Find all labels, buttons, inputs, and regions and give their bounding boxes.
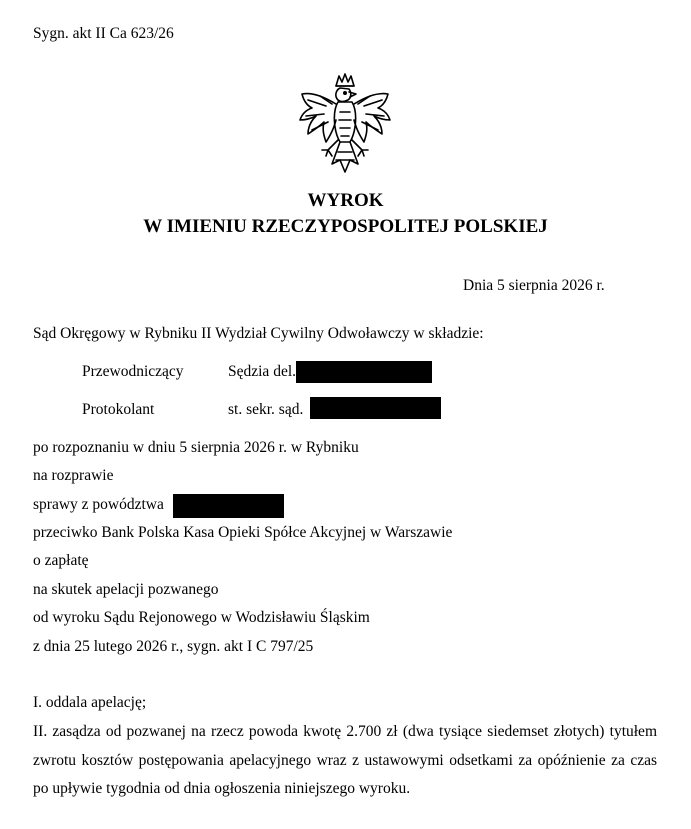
body-line: od wyroku Sądu Rejonowego w Wodzisławiu Śląskim <box>33 609 370 626</box>
body-line: na skutek apelacji pozwanego <box>33 581 219 598</box>
judgment-subtitle: W IMIENIU RZECZYPOSPOLITEJ POLSKIEJ <box>143 216 548 237</box>
case-reference: Sygn. akt II Ca 623/26 <box>33 25 174 42</box>
chair-value: Sędzia del. <box>228 363 297 380</box>
decision-point-1: I. oddala apelację; <box>33 694 147 711</box>
body-line: na rozprawie <box>33 467 114 484</box>
decision-point-2: II. zasądza od pozwanej na rzecz powoda kwotę 2.700 zł (dwa tysiące siedemset złotych) tytułem zwrotu kosztów postępowania apelacyjnego wraz z ustawowymi odsetkami za opóźnienie za czas po upływie tygodnia od dnia ogłoszenia niniejszego wyroku. <box>33 723 657 797</box>
body-line: po rozpoznaniu w dniu 5 sierpnia 2026 r. w Rybniku <box>33 439 359 456</box>
court-composition: Sąd Okręgowy w Rybniku II Wydział Cywilny Odwoławczy w składzie: <box>33 325 484 342</box>
judgment-title: WYROK <box>307 190 384 211</box>
judgment-date: Dnia 5 sierpnia 2026 r. <box>463 277 605 294</box>
clerk-role-label: Protokolant <box>82 401 155 418</box>
chair-role-label: Przewodniczący <box>82 363 184 380</box>
redaction-block <box>310 397 441 419</box>
body-line: z dnia 25 lutego 2026 r., sygn. akt I C 797/25 <box>33 638 314 655</box>
clerk-value: st. sekr. sąd. <box>228 401 304 418</box>
polish-eagle-emblem-icon <box>296 72 394 180</box>
redaction-block <box>173 494 284 518</box>
redaction-block <box>296 361 432 383</box>
body-line: o zapłatę <box>33 552 89 569</box>
body-line: sprawy z powództwa <box>33 496 164 513</box>
body-line: przeciwko Bank Polska Kasa Opieki Spółce Akcyjnej w Warszawie <box>33 524 453 541</box>
